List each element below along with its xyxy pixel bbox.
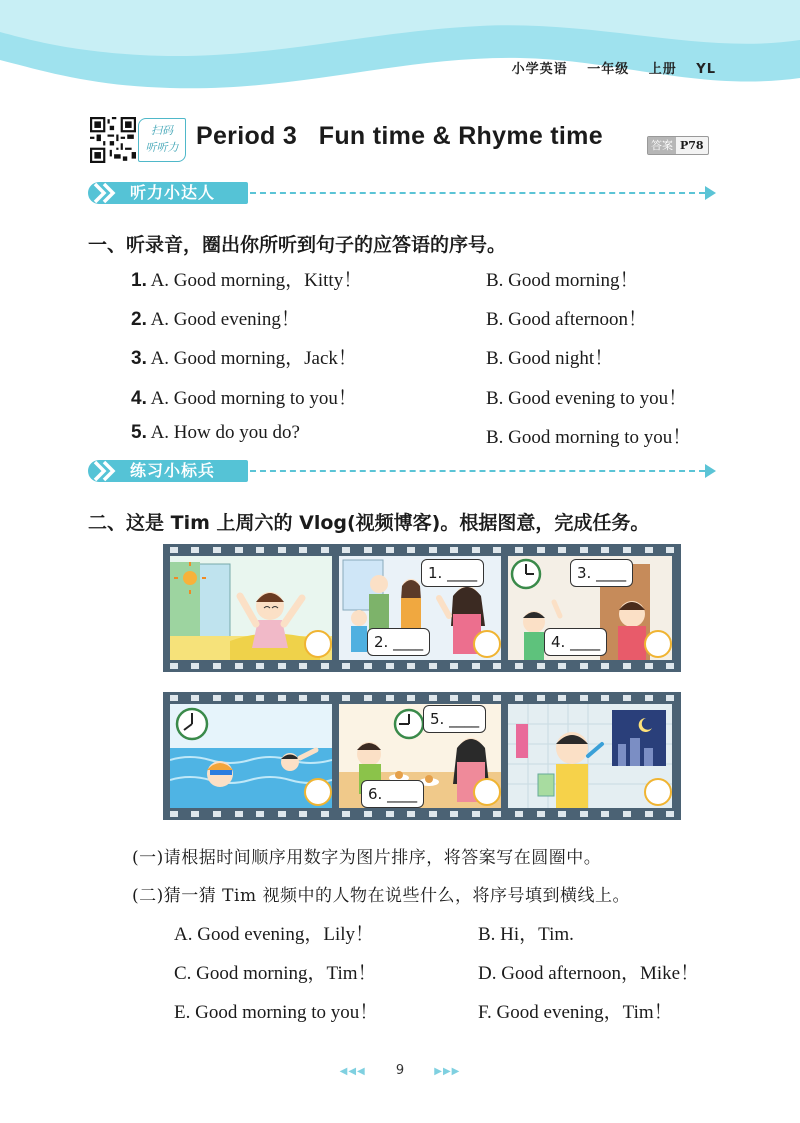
task-1-instruction: (一)请根据时间顺序用数字为图片排序，将答案写在圆圈中。 (132, 848, 602, 868)
page-title: Period 3 Fun time & Rhyme time (196, 122, 603, 150)
q1-item-5-b[interactable]: B. Good morning to you！ (486, 427, 692, 448)
qr-code-icon[interactable] (90, 117, 136, 163)
order-circle-2[interactable] (473, 630, 501, 658)
choice-f: F. Good evening，Tim！ (478, 1002, 673, 1023)
subject: 小学英语 (511, 62, 568, 77)
order-circle-5[interactable] (473, 778, 501, 806)
task-2-instruction: (二)猜一猜 Tim 视频中的人物在说些什么，将序号填到横线上。 (132, 886, 630, 906)
q1-item-4-b[interactable]: B. Good evening to you！ (486, 388, 688, 409)
edition: YL (696, 62, 716, 77)
choice-d: D. Good afternoon，Mike！ (478, 963, 700, 984)
answer-reference (647, 136, 709, 155)
choice-b: B. Hi，Tim. (478, 924, 574, 945)
double-chevron-icon (92, 459, 120, 483)
header-wave (0, 0, 800, 95)
film-strip-top (163, 544, 681, 672)
question-1-heading: 一、听录音，圈出你所听到句子的应答语的序号。 (88, 234, 507, 256)
picture-family-morning (339, 556, 501, 660)
book-meta (498, 58, 716, 77)
triangle-right-icon: ▶▶▶ (434, 1066, 461, 1077)
speech-bubble-5[interactable]: 5. ____ (423, 705, 486, 733)
order-circle-1[interactable] (304, 630, 332, 658)
picture-brushing-teeth-night (508, 704, 672, 808)
q1-item-5-a[interactable]: 5. A. How do you do? (131, 422, 300, 443)
picture-greeting-door (508, 556, 672, 660)
double-chevron-icon (92, 181, 120, 205)
q1-item-3-a[interactable]: 3. A. Good morning，Jack！ (131, 348, 357, 369)
page-number: 9 (395, 1063, 405, 1078)
order-circle-4[interactable] (304, 778, 332, 806)
choice-a: A. Good evening，Lily！ (174, 924, 375, 945)
scan-tag-line2: 听听力 (145, 141, 179, 154)
q1-item-1-a[interactable]: 1. A. Good morning，Kitty！ (131, 270, 363, 291)
scan-to-listen-tag (138, 118, 186, 162)
section-label: 练习小标兵 (130, 461, 216, 480)
speech-bubble-1[interactable]: 1. ____ (421, 559, 484, 587)
choice-c: C. Good morning，Tim！ (174, 963, 377, 984)
order-circle-6[interactable] (644, 778, 672, 806)
q1-item-1-b[interactable]: B. Good morning！ (486, 270, 639, 291)
speech-bubble-2[interactable]: 2. ____ (367, 628, 430, 656)
speech-bubble-4[interactable]: 4. ____ (544, 628, 607, 656)
q1-item-2-a[interactable]: 2. A. Good evening！ (131, 309, 300, 330)
volume: 上册 (648, 62, 677, 77)
scan-tag-line1: 扫码 (151, 124, 173, 137)
answer-label: 答案 (648, 137, 676, 154)
order-circle-3[interactable] (644, 630, 672, 658)
section-banner-listening (88, 180, 718, 208)
speech-bubble-3[interactable]: 3. ____ (570, 559, 633, 587)
picture-afternoon-tea (339, 704, 501, 808)
section-label: 听力小达人 (130, 183, 216, 202)
picture-swimming (170, 704, 332, 808)
q1-item-3-b[interactable]: B. Good night！ (486, 348, 614, 369)
q1-item-4-a[interactable]: 4. A. Good morning to you！ (131, 388, 357, 409)
answer-page: P78 (680, 139, 704, 152)
triangle-left-icon: ◀◀◀ (339, 1066, 366, 1077)
section-banner-practice (88, 458, 718, 486)
picture-wake-up (170, 556, 332, 660)
film-strip-bottom (163, 692, 681, 820)
q1-item-2-b[interactable]: B. Good afternoon！ (486, 309, 647, 330)
speech-bubble-6[interactable]: 6. ____ (361, 780, 424, 808)
page-footer (0, 1063, 800, 1078)
grade: 一年级 (587, 62, 630, 77)
choice-e: E. Good morning to you！ (174, 1002, 379, 1023)
question-2-heading: 二、这是 Tim 上周六的 Vlog(视频博客)。根据图意，完成任务。 (88, 512, 650, 534)
